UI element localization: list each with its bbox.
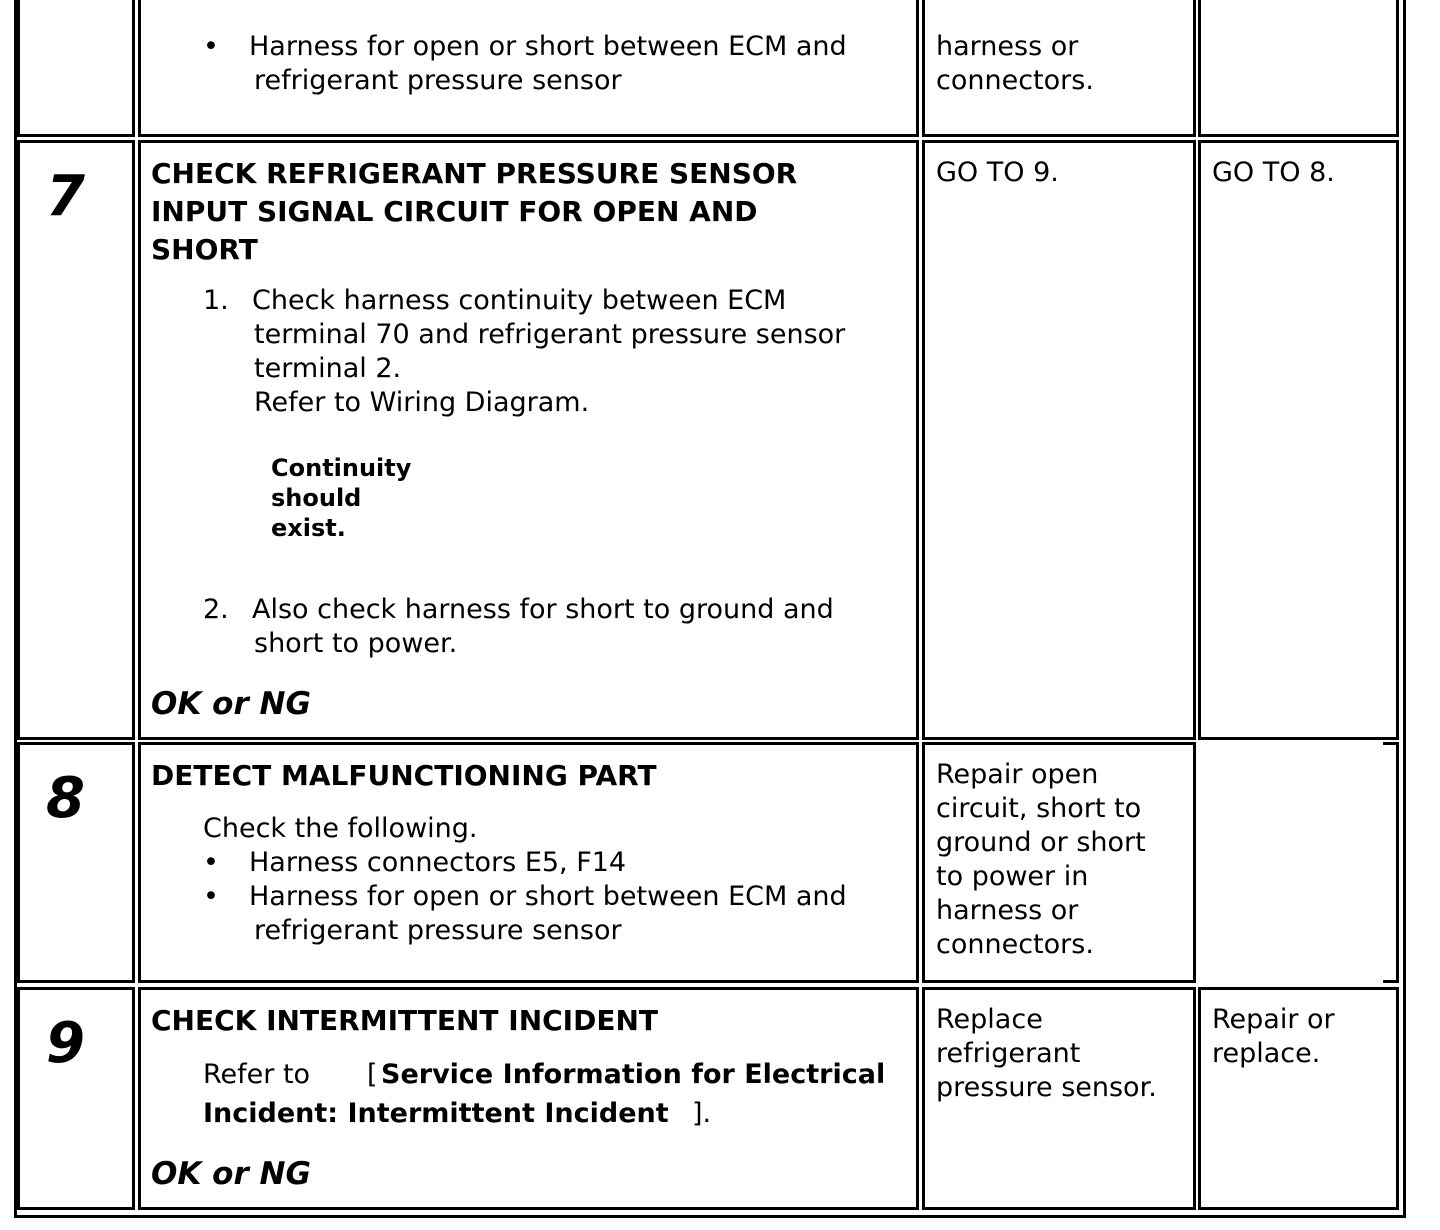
row9-refer-bracket-close: ]. xyxy=(692,1098,712,1129)
row9-ok-line3: pressure sensor. xyxy=(936,1072,1157,1103)
row8-ok-line1: Repair open xyxy=(936,759,1099,790)
row8-ng-border-tick-top xyxy=(1383,742,1399,745)
row9-title: CHECK INTERMITTENT INCIDENT xyxy=(151,1004,658,1037)
bullet-icon: • xyxy=(203,847,219,878)
row8-ok-line3: ground or short xyxy=(936,827,1146,858)
row8-bullet2-line2: refrigerant pressure sensor xyxy=(254,915,622,946)
row6-ok-cell xyxy=(922,0,1196,137)
bullet-icon: • xyxy=(203,31,219,62)
row7-item2-line2: short to power. xyxy=(254,628,458,659)
row9-ng-cell xyxy=(1198,987,1399,1210)
row9-refer-bracket-open: [ xyxy=(367,1059,378,1090)
row7-title-line3: SHORT xyxy=(151,233,258,266)
row9-refer-prefix: Refer to xyxy=(203,1059,311,1090)
row7-title-line2: INPUT SIGNAL CIRCUIT FOR OPEN AND xyxy=(151,195,758,228)
row9-ok-cell xyxy=(922,987,1196,1210)
row6-bullet-line2: refrigerant pressure sensor xyxy=(254,65,622,96)
row6-ng-cell xyxy=(1198,0,1399,137)
row7-ng-cell xyxy=(1198,140,1399,740)
row7-condition-line2: should xyxy=(271,484,362,512)
row9-ng-line1: Repair or xyxy=(1212,1004,1335,1035)
row7-item2-number: 2. xyxy=(203,594,229,625)
row9-step-cell xyxy=(17,987,135,1210)
row8-bullet1: Harness connectors E5, F14 xyxy=(249,847,627,878)
row8-step-cell xyxy=(17,742,135,983)
row8-ng-cell xyxy=(1198,742,1399,983)
row6-step-cell xyxy=(17,0,135,137)
row9-ok-line1: Replace xyxy=(936,1004,1043,1035)
row8-intro: Check the following. xyxy=(203,813,478,844)
row8-procedure-cell xyxy=(138,742,919,983)
row8-step-number: 8 xyxy=(46,766,85,831)
row8-ng-border-tick-bottom xyxy=(1383,980,1399,983)
row9-ok-line2: refrigerant xyxy=(936,1038,1081,1069)
row6-ok-line2: connectors. xyxy=(936,65,1094,96)
row9-step-number: 9 xyxy=(46,1011,85,1076)
row6-procedure-cell xyxy=(138,0,919,137)
row7-title-line1: CHECK REFRIGERANT PRESSURE SENSOR xyxy=(151,157,798,190)
row7-item1-number: 1. xyxy=(203,285,229,316)
row7-item1-line1: Check harness continuity between ECM xyxy=(252,285,787,316)
row8-ok-line6: connectors. xyxy=(936,929,1094,960)
row9-refer-link-part2[interactable]: Incident: Intermittent Incident xyxy=(203,1098,669,1129)
row8-ok-line2: circuit, short to xyxy=(936,793,1142,824)
bullet-icon: • xyxy=(203,881,219,912)
row6-bullet-line1: Harness for open or short between ECM and xyxy=(249,31,847,62)
row9-refer-link-part1[interactable]: Service Information for Electrical xyxy=(381,1059,886,1090)
row9-procedure-cell xyxy=(138,987,919,1210)
row9-ng-line2: replace. xyxy=(1212,1038,1321,1069)
row7-ng-result: GO TO 8. xyxy=(1212,157,1335,188)
row7-item2-line1: Also check harness for short to ground and xyxy=(252,594,834,625)
row8-ok-line5: harness or xyxy=(936,895,1079,926)
row7-procedure-cell xyxy=(138,140,919,740)
row8-bullet2-line1: Harness for open or short between ECM and xyxy=(249,881,847,912)
row7-item1-line4: Refer to Wiring Diagram. xyxy=(254,387,590,418)
row7-ok-result: GO TO 9. xyxy=(936,157,1059,188)
row7-condition-line1: Continuity xyxy=(271,454,412,482)
row7-item1-line2: terminal 70 and refrigerant pressure sensor xyxy=(254,319,846,350)
row6-ok-line1: harness or xyxy=(936,31,1079,62)
row8-ok-cell xyxy=(922,742,1196,983)
row7-step-number: 7 xyxy=(46,164,85,229)
row7-ok-or-ng: OK or NG xyxy=(151,686,311,722)
row9-ok-or-ng: OK or NG xyxy=(151,1156,311,1192)
row7-condition-line3: exist. xyxy=(271,514,346,542)
row7-ok-cell xyxy=(922,140,1196,740)
row8-title: DETECT MALFUNCTIONING PART xyxy=(151,759,657,792)
row8-ok-line4: to power in xyxy=(936,861,1089,892)
row7-item1-line3: terminal 2. xyxy=(254,353,402,384)
row7-step-cell xyxy=(17,140,135,740)
row8-ng-border-right xyxy=(1396,742,1399,983)
